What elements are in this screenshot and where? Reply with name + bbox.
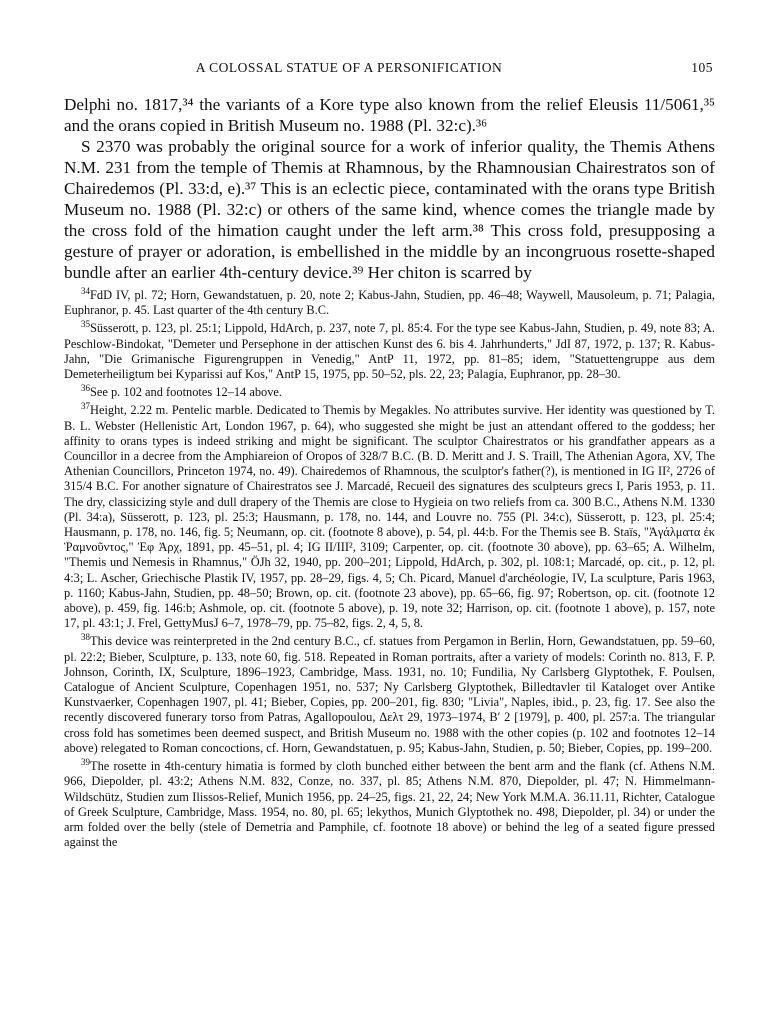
running-title: A COLOSSAL STATUE OF A PERSONIFICATION <box>195 60 503 75</box>
footnote <box>64 285 715 318</box>
body-text <box>64 94 715 283</box>
footnote-number: 35 <box>81 319 90 330</box>
footnote-number: 36 <box>81 383 90 394</box>
footnote-text: See p. 102 and footnotes 12–14 above. <box>90 385 283 400</box>
footnote <box>64 385 715 400</box>
page-number: 105 <box>691 60 713 75</box>
footnote-text: This device was reinterpreted in the 2nd century B.C., cf. statues from Pergamon in Berlin, Horn, Gewandstatuen, pp. 59–60, pl. 22:2; Bieber, Sculpture, p. 133, note 60, fig. 518. Repeated in Roman portraits, after a variety of models: Corinth no. 813, F. P. Johnson, Corinth, IX, Sculpture, 1896–1923, Cambridge, Mass. 1931, no. 10; Fundilia, Ny Carlsberg Glyptothek, F. Poulsen, Catalogue of Ancient Sculpture, Copenhagen 1951, no. 537; Ny Carlsberg Glyptothek, Billedtavler til Kataloget over Antike Kunstvaerker, Copenhagen 1907, pl. 41; Bieber, Copies, pp. 200–201, fig. 830; "Livia", Naples, ibid., p. 23, fig. 17. See also the recently discovered funerary torso from Patras, Agallopoulou, Δελτ 29, 1973–1974, Β′ 2 [1979], p. 400, pl. 257:a. The triangular cross fold has sometimes been deemed suspect, and British Museum no. 1988 with the other copies (p. 102 and footnotes 12–14 above) relegated to Roman concoctions, cf. Horn, Gewandstatuen, p. 95; Kabus-Jahn, Studien, p. 50; Bieber, Copies, pp. 199–200. <box>64 634 715 755</box>
footnote-number: 37 <box>81 401 90 412</box>
footnote-text: Süsserott, p. 123, pl. 25:1; Lippold, HdArch, p. 237, note 7, pl. 85:4. For the type see Kabus-Jahn, Studien, p. 49, note 83; A. Peschlow-Bindokat, "Demeter und Persephone in der attischen Kunst des 6. bis 4. Jahrhunderts," JdI 87, 1972, p. 137; R. Kabus-Jahn, "Die Grimanische Figurengruppen in Venedig," AntP 11, 1972, pp. 81–85; idem, "Statuettengruppe aus dem Demeterheiligtum bei Kyparissi auf Kos," AntP 15, 1975, pp. 50–52, pls. 22, 23; Palagia, Euphranor, pp. 28–30. <box>64 321 715 382</box>
footnote-number: 34 <box>81 285 90 296</box>
body-paragraph: Delphi no. 1817,³⁴ the variants of a Kore type also known from the relief Eleusis 11/5061,³⁵ and the orans copied in British Museum no. 1988 (Pl. 32:c).³⁶ <box>64 95 715 135</box>
footnote <box>64 403 715 631</box>
body-paragraph: S 2370 was probably the original source for a work of inferior quality, the Themis Athens N.M. 231 from the temple of Themis at Rhamnous, by the Rhamnousian Chairestratos son of Chairedemos (Pl. 33:d, e).³⁷ This is an eclectic piece, contaminated with the orans type British Museum no. 1988 (Pl. 32:c) or others of the same kind, whence comes the triangle made by the cross fold of the himation caught under the left arm.³⁸ This cross fold, presupposing a gesture of prayer or adoration, is embellished in the middle by an incongruous rosette-shaped bundle after an earlier 4th-century device.³⁹ Her chiton is scarred by <box>64 137 715 282</box>
footnote-text: The rosette in 4th-century himatia is formed by cloth bunched either between the bent arm and the flank (cf. Athens N.M. 966, Diepolder, pl. 43:2; Athens N.M. 832, Conze, no. 337, pl. 85; Athens N.M. 870, Diepolder, pl. 47; N. Himmelmann-Wildschütz, Studien zum Ilissos-Relief, Munich 1956, pp. 24–25, figs. 21, 22, 24; New York M.M.A. 36.11.11, Richter, Catalogue of Greek Sculpture, Cambridge, Mass. 1954, no. 80, pl. 65; lekythos, Munich Glyptothek no. 498, Diepolder, pl. 34) or under the arm folded over the belly (stele of Demetria and Pamphile, cf. footnote 18 above) or behind the leg of a seated figure pressed against the <box>64 759 715 850</box>
footnote-text: FdD IV, pl. 72; Horn, Gewandstatuen, p. 20, note 2; Kabus-Jahn, Studien, pp. 46–48; Waywell, Mausoleum, p. 71; Palagia, Euphranor, p. 45. Last quarter of the 4th century B.C. <box>64 288 715 318</box>
footnote <box>64 634 715 756</box>
footnote-text: Height, 2.22 m. Pentelic marble. Dedicated to Themis by Megakles. No attributes survive. Her identity was questioned by T. B. L. Webster (Hellenistic Art, London 1967, p. 64), who suggested she might be just an attendant offered to the goddess; her affinity to orans types is indeed striking and might be significant. The sculptor Chairestratos or his grandfather appears as a Councillor in a decree from the Amphiareion of Oropos of 328/7 B.C. (B. D. Meritt and J. S. Traill, The Athenian Agora, XV, The Athenian Councillors, Princeton 1974, no. 49). Chairedemos of Rhamnous, the sculptor's father(?), is mentioned in IG II², 2726 of 315/4 B.C. For another signature of Chairestratos see J. Marcadé, Recueil des signatures des sculpteurs grecs I, Paris 1953, p. 11. The dry, classicizing style and dull drapery of the Themis are close to Hygieia on two reliefs from ca. 300 B.C., Athens N.M. 1330 (Pl. 34:a), Süsserott, p. 123, pl. 25:3; Hausmann, p. 178, no. 144, and Louvre no. 755 (Pl. 34:c), Süsserott, p. 123, pl. 25:4; Hausmann, p. 178, no. 146, fig. 5; Neumann, op. cit. (footnote 8 above), p. 54, pl. 44:b. For the Themis see B. Staïs, "Ἀγάλματα ἐκ Ῥαμνοῦντος," Ἐφ Ἀρχ, 1891, pp. 45–51, pl. 4; IG II/III², 3109; Carpenter, op. cit. (footnote 30 above), pp. 63–65; A. Wilhelm, "Themis und Nemesis in Rhamnus," ÖJh 32, 1940, pp. 200–201; Lippold, HdArch, p. 302, pl. 108:1; Marcadé, op. cit., p. 12, pl. 4:3; L. Ascher, Griechische Plastik IV, 1957, pp. 28–29, figs. 4, 5; Ch. Picard, Manuel d'archéologie, IV, La sculpture, Paris 1963, p. 1160; Kabus-Jahn, Studien, pp. 48–50; Brown, op. cit. (footnote 23 above), pp. 65–66, fig. 97; Robertson, op. cit. (footnote 12 above), p. 459, fig. 146:b; Ashmole, op. cit. (footnote 5 above), p. 19, note 32; Harrison, op. cit. (footnote 1 above), p. 157, note 17, pl. 43:1; J. Frel, GettyMusJ 6–7, 1978–79, pp. 75–82, figs. 2, 4, 5, 8. <box>64 403 715 631</box>
footnote <box>64 756 715 850</box>
footnotes <box>64 285 715 853</box>
footnote-number: 39 <box>81 756 90 767</box>
footnote <box>64 321 715 382</box>
footnote-number: 38 <box>81 632 90 643</box>
running-head <box>64 60 715 78</box>
